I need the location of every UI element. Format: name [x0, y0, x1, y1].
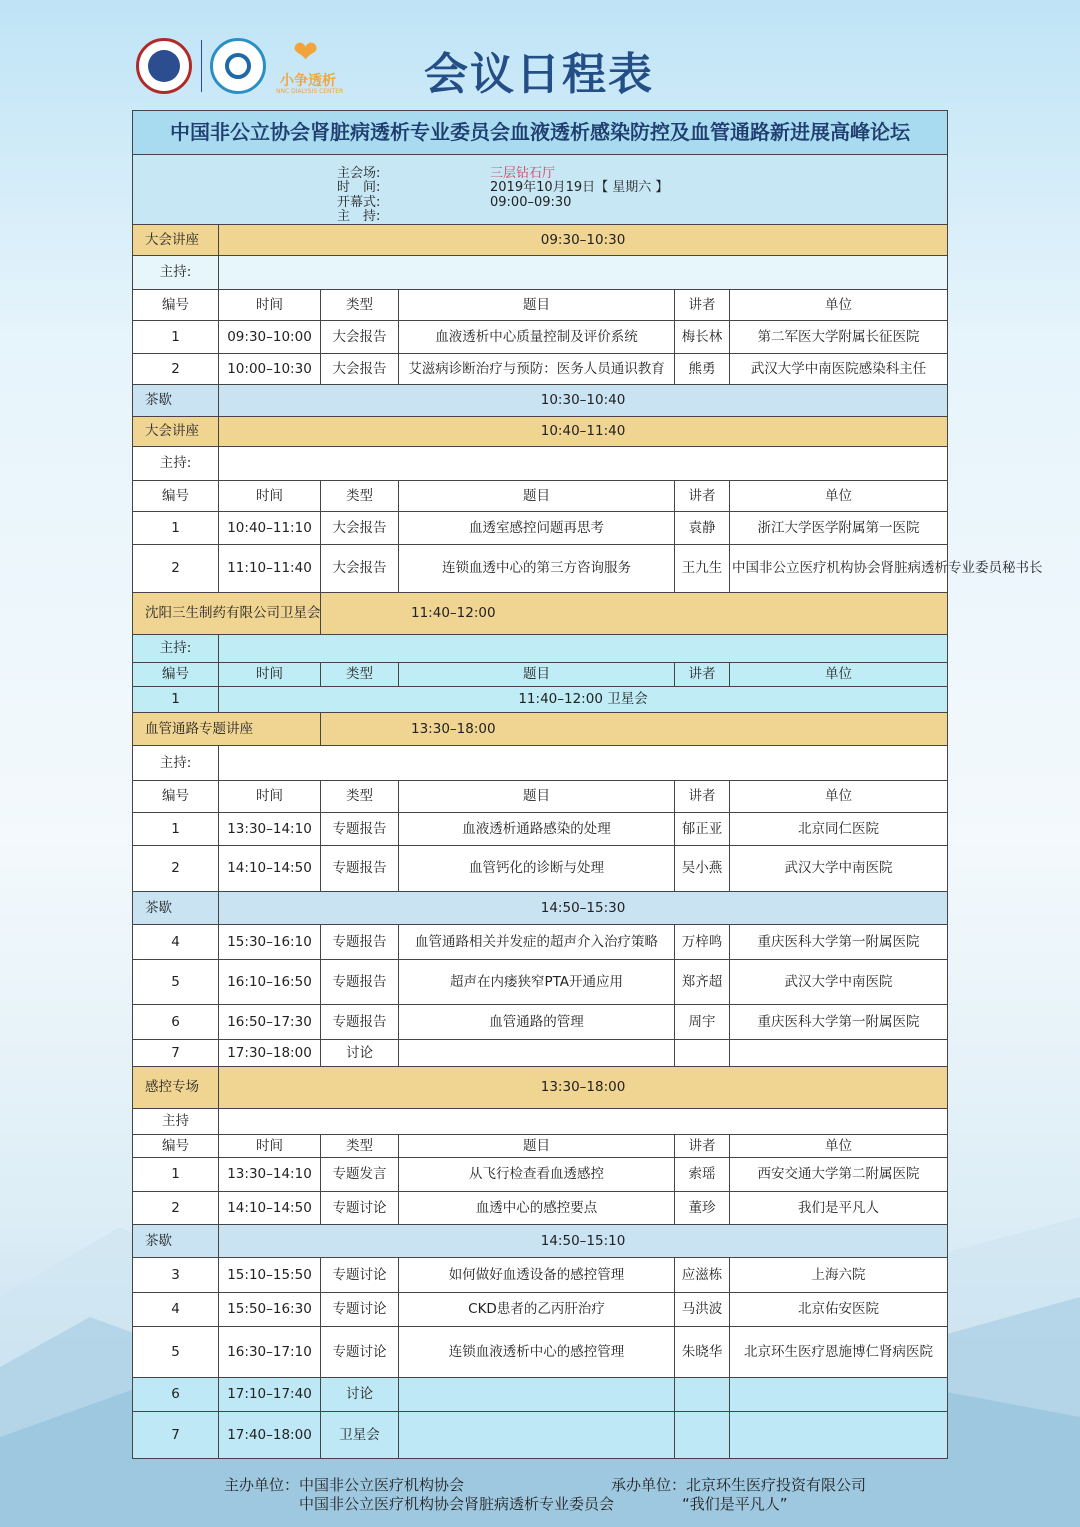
cell-time: 16:30–17:10 [219, 1327, 321, 1378]
cell-topic: 血管通路的管理 [399, 1005, 675, 1040]
host-row [133, 635, 948, 663]
host-label: 主 持: [337, 209, 381, 224]
section-label: 大会讲座 [133, 417, 219, 447]
committee-logo-icon [210, 38, 266, 94]
cell-unit: 第二军医大学附属长征医院 [730, 321, 948, 354]
opening-label: 开幕式: [337, 194, 381, 210]
cell-speaker: 吴小燕 [675, 846, 730, 892]
cell-unit: 我们是平凡人 [730, 1192, 948, 1225]
cnmia-logo-icon [136, 38, 192, 94]
col-unit: 单位 [730, 481, 948, 512]
cell-no: 2 [133, 545, 219, 593]
cell-time: 15:50–16:30 [219, 1293, 321, 1327]
cell-type: 专题报告 [321, 846, 399, 892]
cell-topic: 血液透析通路感染的处理 [399, 813, 675, 846]
col-type: 类型 [321, 781, 399, 813]
cell-time: 13:30–14:10 [219, 813, 321, 846]
cell-unit [730, 1412, 948, 1459]
column-header-row [133, 290, 948, 321]
cell-unit: 武汉大学中南医院 [730, 846, 948, 892]
column-header-row [133, 1135, 948, 1158]
cell-topic: 血管钙化的诊断与处理 [399, 846, 675, 892]
cell-no: 4 [133, 925, 219, 960]
col-speaker: 讲者 [675, 481, 730, 512]
cell-unit: 北京环生医疗恩施博仁肾病医院 [730, 1327, 948, 1378]
cell-speaker: 万梓鸣 [675, 925, 730, 960]
dialysis-center-logo [276, 35, 344, 95]
section-header [133, 225, 948, 256]
cell-topic: CKD患者的乙丙肝治疗 [399, 1293, 675, 1327]
cell-no: 3 [133, 1258, 219, 1293]
cell-topic: 连锁血透中心的第三方咨询服务 [399, 545, 675, 593]
cell-type: 专题报告 [321, 1005, 399, 1040]
section-header [133, 593, 948, 635]
venue-value: 三层钻石厅 [490, 165, 556, 181]
cell-type: 大会报告 [321, 512, 399, 545]
cell-no: 2 [133, 354, 219, 385]
cell-speaker: 马洪波 [675, 1293, 730, 1327]
table-row [133, 925, 948, 960]
column-header-row [133, 663, 948, 687]
cell-no: 1 [133, 813, 219, 846]
cell-type: 专题讨论 [321, 1192, 399, 1225]
cell-speaker: 梅长林 [675, 321, 730, 354]
cell-no: 7 [133, 1412, 219, 1459]
table-row [133, 813, 948, 846]
section-time: 10:40–11:40 [219, 417, 948, 447]
tea-label: 茶歇 [133, 892, 219, 925]
cell-unit: 北京同仁医院 [730, 813, 948, 846]
cell-time: 10:40–11:10 [219, 512, 321, 545]
col-topic: 题目 [399, 781, 675, 813]
table-row [133, 1005, 948, 1040]
cell-unit: 中国非公立医疗机构协会肾脏病透析专业委员秘书长 [730, 545, 948, 593]
cell-unit: 西安交通大学第二附属医院 [730, 1158, 948, 1192]
cell-no: 5 [133, 960, 219, 1005]
cell-time: 16:10–16:50 [219, 960, 321, 1005]
organizer-line-1: 主办单位：中国非公立医疗机构协会 [224, 1476, 465, 1494]
host-org-line-1: 承办单位：北京环生医疗投资有限公司 [611, 1476, 867, 1494]
cell-type: 专题报告 [321, 925, 399, 960]
cell-topic [399, 1040, 675, 1067]
section-time: 13:30–18:00 [411, 720, 496, 737]
col-topic: 题目 [399, 663, 675, 687]
cell-type: 专题报告 [321, 813, 399, 846]
host-label: 主持 [133, 1109, 219, 1135]
logo-divider [201, 40, 202, 92]
cell-topic: 超声在内瘘狭窄PTA开通应用 [399, 960, 675, 1005]
column-header-row [133, 481, 948, 512]
cell-time: 14:10–14:50 [219, 1192, 321, 1225]
cell-no: 2 [133, 1192, 219, 1225]
col-unit: 单位 [730, 1135, 948, 1158]
col-type: 类型 [321, 1135, 399, 1158]
cell-time: 17:40–18:00 [219, 1412, 321, 1459]
cell-no: 5 [133, 1327, 219, 1378]
col-topic: 题目 [399, 290, 675, 321]
table-row [133, 1040, 948, 1067]
table-row [133, 687, 948, 713]
cell-type: 卫星会 [321, 1412, 399, 1459]
cell-no: 1 [133, 687, 219, 713]
cell-time: 15:30–16:10 [219, 925, 321, 960]
info-row [133, 155, 948, 225]
cell-satellite: 11:40–12:00 卫星会 [219, 687, 948, 713]
cell-topic: 血透中心的感控要点 [399, 1192, 675, 1225]
page-title: 会议日程表 [424, 49, 654, 100]
col-speaker: 讲者 [675, 663, 730, 687]
tea-break-row [133, 1225, 948, 1258]
cell-time: 11:10–11:40 [219, 545, 321, 593]
col-type: 类型 [321, 481, 399, 512]
cell-type: 大会报告 [321, 545, 399, 593]
table-row [133, 1412, 948, 1459]
col-unit: 单位 [730, 663, 948, 687]
cell-unit: 北京佑安医院 [730, 1293, 948, 1327]
section-time: 13:30–18:00 [219, 1067, 948, 1109]
tea-break-row [133, 892, 948, 925]
info-labels [337, 167, 380, 225]
table-row [133, 846, 948, 892]
table-row [133, 1378, 948, 1412]
col-unit: 单位 [730, 781, 948, 813]
host-org-line-2: “我们是平凡人” [682, 1495, 788, 1513]
cell-no: 1 [133, 1158, 219, 1192]
cell-unit: 上海六院 [730, 1258, 948, 1293]
tea-break-row [133, 385, 948, 417]
section-label: 沈阳三生制药有限公司卫星会 [133, 593, 321, 635]
cell-unit: 武汉大学中南医院 [730, 960, 948, 1005]
cell-topic: 从飞行检查看血透感控 [399, 1158, 675, 1192]
host-row [133, 1109, 948, 1135]
cell-time: 17:10–17:40 [219, 1378, 321, 1412]
cell-unit: 重庆医科大学第一附属医院 [730, 1005, 948, 1040]
host-row [133, 447, 948, 481]
table-row [133, 354, 948, 385]
cell-type: 讨论 [321, 1040, 399, 1067]
table-row [133, 1258, 948, 1293]
tea-label: 茶歇 [133, 385, 219, 417]
table-row [133, 1158, 948, 1192]
cell-type: 专题讨论 [321, 1293, 399, 1327]
table-row [133, 321, 948, 354]
cell-topic [399, 1412, 675, 1459]
section-time: 09:30–10:30 [219, 225, 948, 256]
cell-no: 4 [133, 1293, 219, 1327]
dialysis-logo-text: 小争透析 [280, 73, 336, 89]
col-speaker: 讲者 [675, 1135, 730, 1158]
col-no: 编号 [133, 481, 219, 512]
table-row [133, 545, 948, 593]
dialysis-logo-subtext: NNC DIALYSIS CENTER [276, 88, 344, 95]
time-label: 时 间: [337, 180, 381, 195]
cell-time: 10:00–10:30 [219, 354, 321, 385]
host-label: 主持: [133, 635, 219, 663]
cell-time: 16:50–17:30 [219, 1005, 321, 1040]
table-row [133, 1327, 948, 1378]
forum-title: 中国非公立协会肾脏病透析专业委员会血液透析感染防控及血管通路新进展高峰论坛 [133, 111, 948, 155]
col-no: 编号 [133, 290, 219, 321]
host-label: 主持: [133, 256, 219, 290]
cell-speaker: 袁静 [675, 512, 730, 545]
section-time: 11:40–12:00 [411, 605, 496, 621]
cell-time: 09:30–10:00 [219, 321, 321, 354]
schedule-table [132, 110, 1043, 1459]
table-row [133, 1293, 948, 1327]
cell-no: 1 [133, 512, 219, 545]
col-speaker: 讲者 [675, 781, 730, 813]
cell-speaker: 应滋栋 [675, 1258, 730, 1293]
section-header [133, 417, 948, 447]
page-header [0, 0, 1080, 110]
cell-no: 7 [133, 1040, 219, 1067]
cell-speaker: 郁正亚 [675, 813, 730, 846]
cell-speaker: 熊勇 [675, 354, 730, 385]
venue-label: 主会场: [337, 165, 381, 181]
cell-topic: 血管通路相关并发症的超声介入治疗策略 [399, 925, 675, 960]
cell-time: 15:10–15:50 [219, 1258, 321, 1293]
cell-speaker: 朱晓华 [675, 1327, 730, 1378]
forum-title-row [133, 111, 948, 155]
cell-time: 17:30–18:00 [219, 1040, 321, 1067]
cell-unit: 重庆医科大学第一附属医院 [730, 925, 948, 960]
col-type: 类型 [321, 290, 399, 321]
cell-topic: 血透室感控问题再思考 [399, 512, 675, 545]
heart-icon: ❤ [293, 35, 319, 70]
column-header-row [133, 781, 948, 813]
tea-time: 14:50–15:30 [219, 892, 948, 925]
tea-time: 10:30–10:40 [219, 385, 948, 417]
opening-value: 09:00–09:30 [490, 194, 572, 210]
cell-type: 专题讨论 [321, 1258, 399, 1293]
cell-topic: 如何做好血透设备的感控管理 [399, 1258, 675, 1293]
cell-speaker: 董珍 [675, 1192, 730, 1225]
section-label: 血管通路专题讲座 [133, 713, 321, 746]
cell-topic: 艾滋病诊断治疗与预防：医务人员通识教育 [399, 354, 675, 385]
organizer-block [224, 1476, 644, 1514]
cell-speaker [675, 1412, 730, 1459]
cell-speaker: 周宇 [675, 1005, 730, 1040]
table-row [133, 512, 948, 545]
cell-unit [730, 1040, 948, 1067]
tea-label: 茶歇 [133, 1225, 219, 1258]
cell-type: 专题报告 [321, 960, 399, 1005]
cell-type: 讨论 [321, 1378, 399, 1412]
cell-unit: 浙江大学医学附属第一医院 [730, 512, 948, 545]
cell-unit [730, 1378, 948, 1412]
cell-speaker [675, 1378, 730, 1412]
tea-time: 14:50–15:10 [219, 1225, 948, 1258]
cell-time: 13:30–14:10 [219, 1158, 321, 1192]
col-no: 编号 [133, 781, 219, 813]
organizer-line-2: 中国非公立医疗机构协会肾脏病透析专业委员会 [299, 1495, 615, 1513]
date-value: 2019年10月19日【 星期六 】 [490, 180, 669, 195]
section-header [133, 1067, 948, 1109]
col-unit: 单位 [730, 290, 948, 321]
col-time: 时间 [219, 481, 321, 512]
col-no: 编号 [133, 1135, 219, 1158]
cell-no: 1 [133, 321, 219, 354]
col-speaker: 讲者 [675, 290, 730, 321]
cell-no: 6 [133, 1005, 219, 1040]
cell-speaker [675, 1040, 730, 1067]
cell-speaker: 郑齐超 [675, 960, 730, 1005]
col-time: 时间 [219, 663, 321, 687]
host-row [133, 256, 948, 290]
cell-no: 6 [133, 1378, 219, 1412]
col-topic: 题目 [399, 1135, 675, 1158]
cell-unit: 武汉大学中南医院感染科主任 [730, 354, 948, 385]
section-label: 大会讲座 [133, 225, 219, 256]
cell-speaker: 王九生 [675, 545, 730, 593]
cell-type: 专题讨论 [321, 1327, 399, 1378]
section-label: 感控专场 [133, 1067, 219, 1109]
cell-type: 大会报告 [321, 354, 399, 385]
cell-no: 2 [133, 846, 219, 892]
cell-topic: 连锁血液透析中心的感控管理 [399, 1327, 675, 1378]
col-time: 时间 [219, 781, 321, 813]
col-time: 时间 [219, 1135, 321, 1158]
cell-type: 大会报告 [321, 321, 399, 354]
cell-type: 专题发言 [321, 1158, 399, 1192]
table-row [133, 960, 948, 1005]
host-org-block [611, 1476, 911, 1514]
host-label: 主持: [133, 447, 219, 481]
cell-speaker: 索瑶 [675, 1158, 730, 1192]
host-row [133, 746, 948, 781]
col-no: 编号 [133, 663, 219, 687]
cell-topic [399, 1378, 675, 1412]
info-values [490, 167, 668, 211]
col-time: 时间 [219, 290, 321, 321]
table-row [133, 1192, 948, 1225]
cell-topic: 血液透析中心质量控制及评价系统 [399, 321, 675, 354]
host-label: 主持: [133, 746, 219, 781]
col-topic: 题目 [399, 481, 675, 512]
section-header [133, 713, 948, 746]
col-type: 类型 [321, 663, 399, 687]
cell-time: 14:10–14:50 [219, 846, 321, 892]
